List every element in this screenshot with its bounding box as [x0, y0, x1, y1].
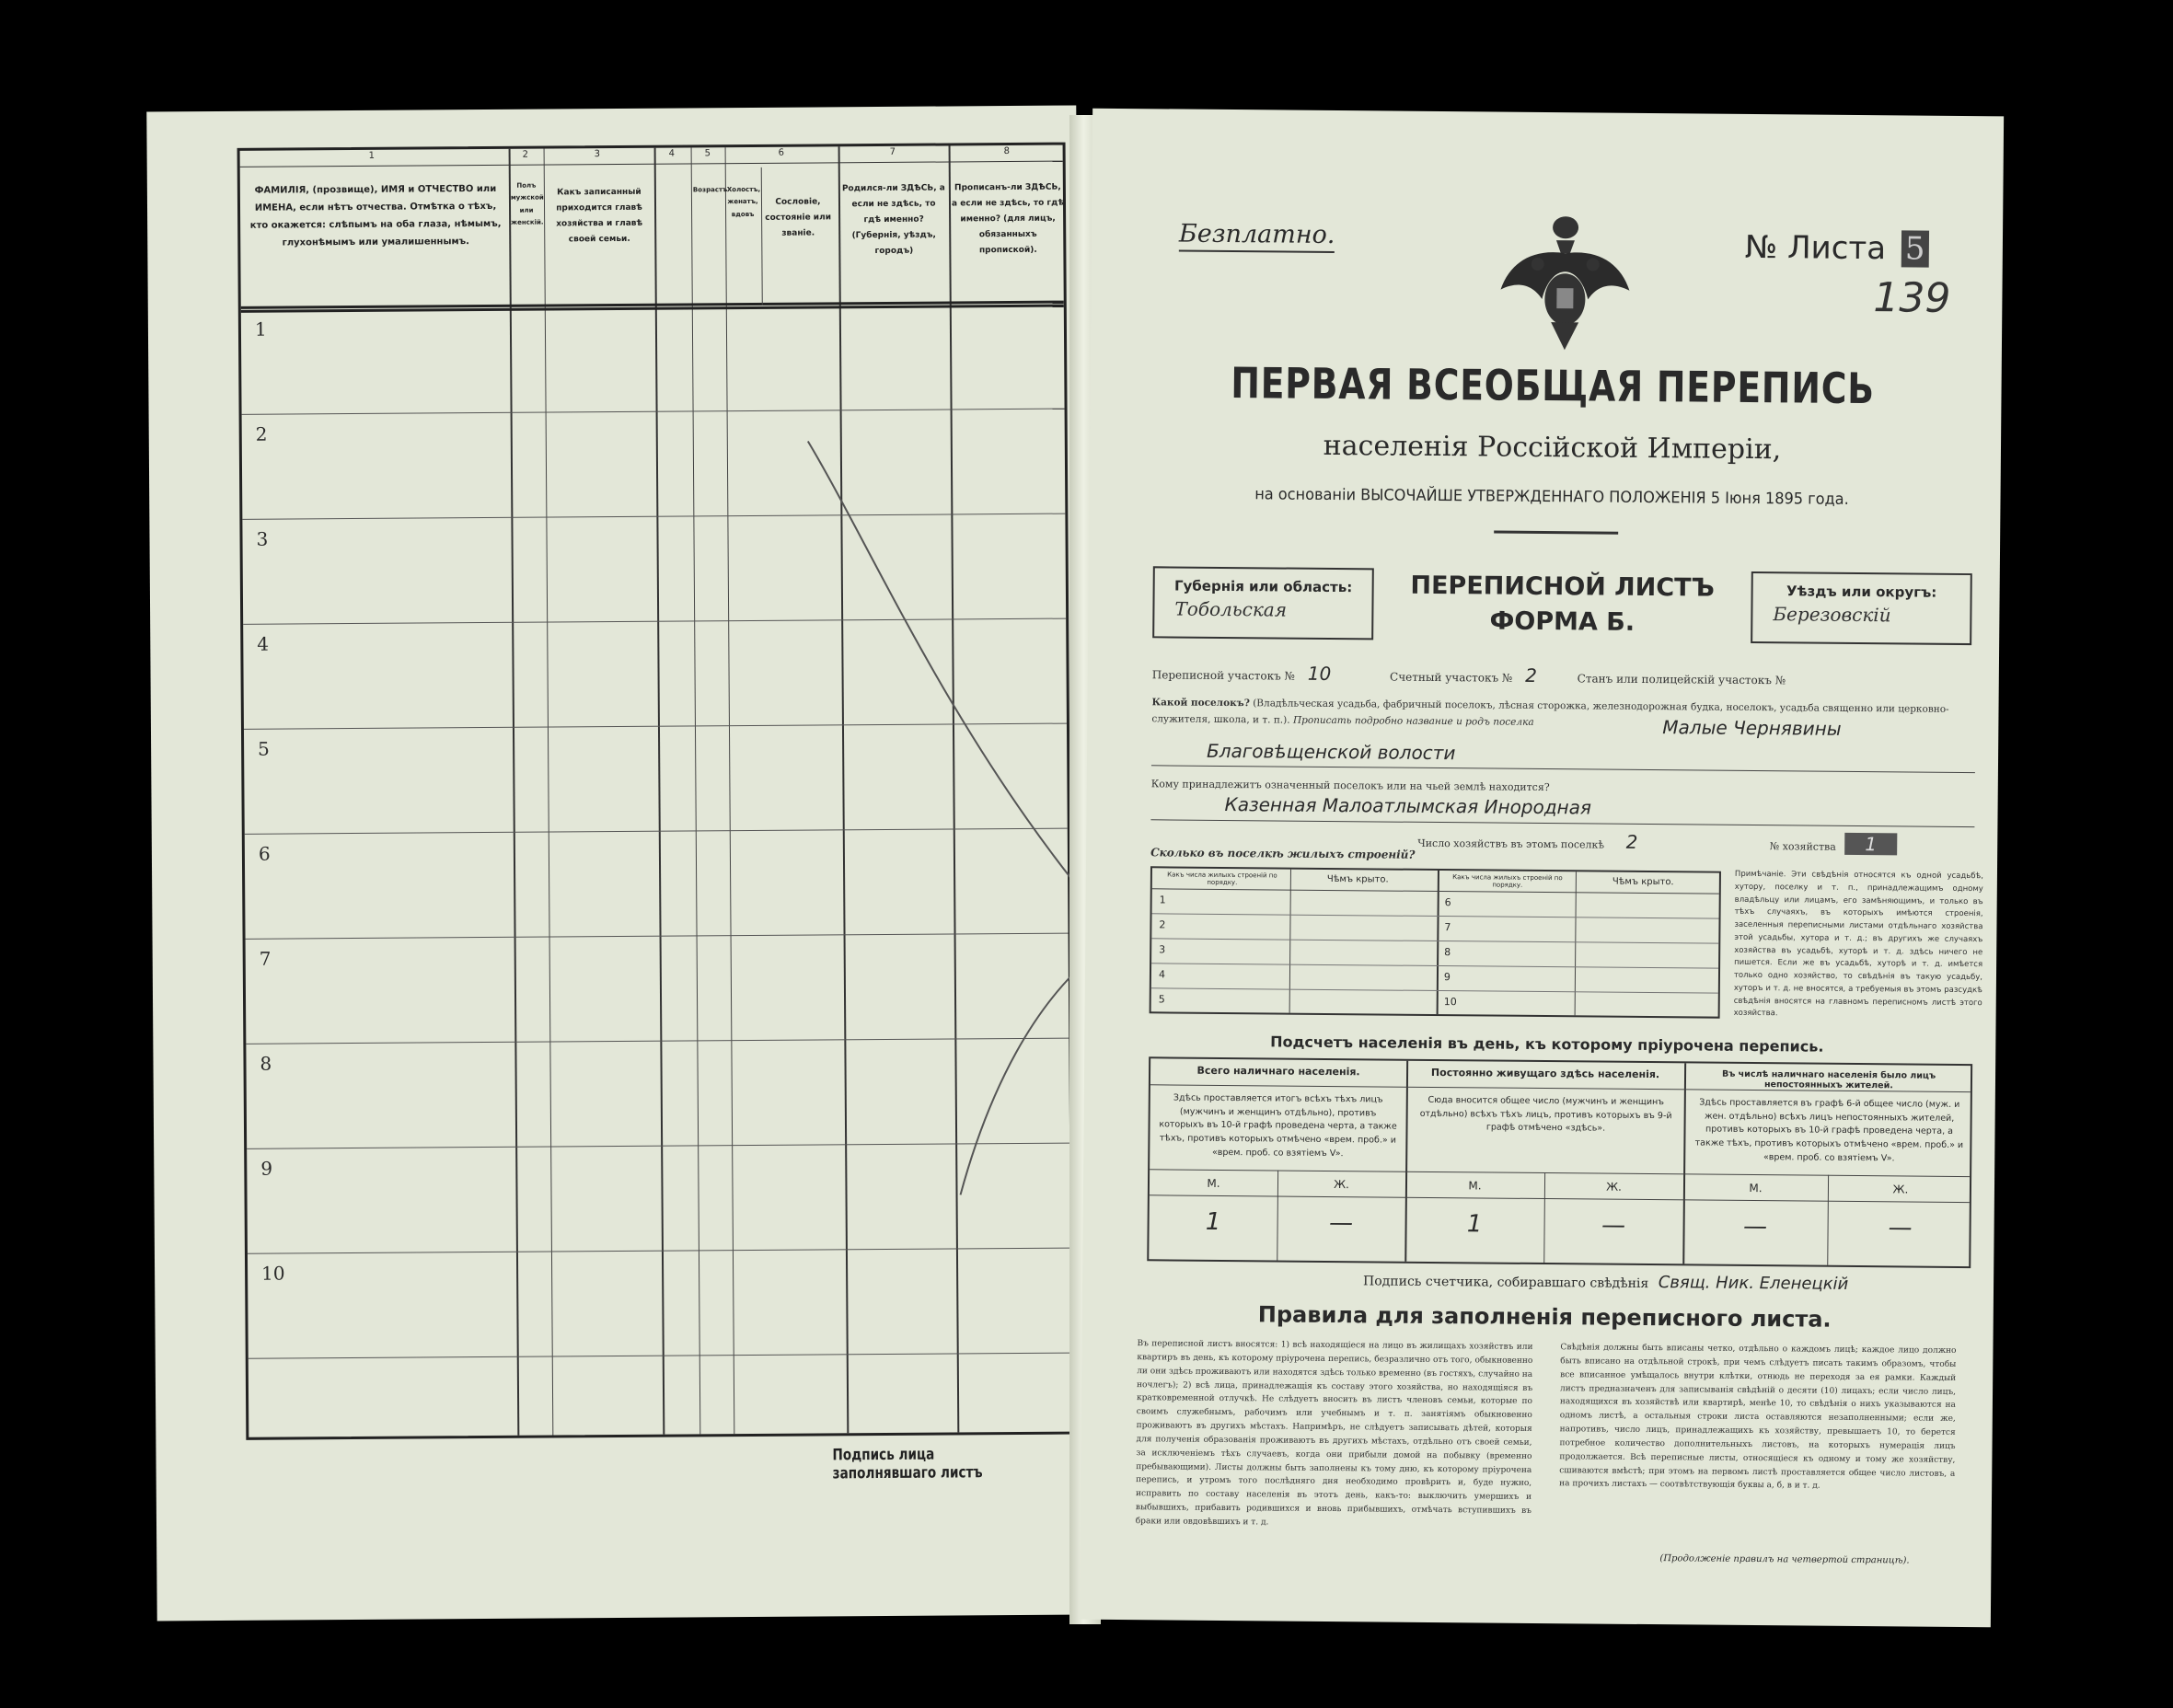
free-label: Безплатно.: [1179, 220, 1335, 253]
rules-column-1: Въ переписной листъ вносятся: 1) всѣ находящіеся на лицо въ жилищахъ хозяйствъ или квартиръ въ день, къ которому пріурочена перепись, безразлично отъ того, обыкновенно ли они здѣсь проживаютъ или находятся здѣсь только временно (въ гостяхъ, случайно на ночлегъ); 2) всѣ лица, принадлежащія къ составу этого хозяйства, но находящіяся въ кратковременной отлучкѣ. Не слѣдуетъ вносить въ листъ членовъ семьи, которые по своимъ служебнымъ, рабочимъ или учебнымъ и т. п. занятіямъ обыкновенно проживаютъ въ другихъ мѣстахъ. Напримѣръ, не слѣдуетъ записывать дѣтей, которыя для полученія образованія проживаютъ въ другихъ мѣстахъ, отдѣльно отъ своей семьи, за исключеніемъ тѣхъ случаевъ, когда они прибыли домой на побывку (временно пребывающими). Листы должны быть заполнены къ тому дню, къ которому пріурочена перепись, и утромъ того послѣдняго дня необходимо провѣрить и, буде нужно, исправить по составу населенія въ этотъ день, какъ-то: выключить умершихъ и выбывшихъ, прибавить родившихся и вновь прибывшихъ, отмѣчать вступившихъ въ браки или овдовѣвшихъ и т. д.: [1135, 1339, 1533, 1528]
count-total-female: —: [1328, 1209, 1354, 1238]
count-female-label: Ж.: [1892, 1183, 1909, 1196]
count-male-label: М.: [1468, 1179, 1482, 1193]
count-head-permanent: Постоянно живущаго здѣсь населенія.: [1430, 1066, 1660, 1081]
population-count-table: [1147, 1056, 1972, 1268]
column-number: 7: [889, 146, 896, 157]
count-female-label: Ж.: [1334, 1178, 1349, 1192]
header-age: Возрастъ: [692, 186, 728, 194]
dwelling-row-number: 3: [1159, 943, 1166, 956]
page-subtitle: населенія Россійской Имперіи,: [1323, 429, 1782, 467]
sheet-number-value: 5: [1901, 230, 1929, 267]
count-desc-total: Здѣсь проставляется итогъ всѣхъ тѣхъ лицъ (мужчинъ и женщинъ отдѣльно), противъ которыхъ въ 10-й графѣ проведена черта, а также тѣхъ, противъ которыхъ отмѣчено «врем. проб.» и «врем. проб. со взятіемъ V».: [1159, 1092, 1397, 1160]
left-signature-label: Подпись лица заполнявшаго листъ: [832, 1445, 983, 1483]
count-total-male: 1: [1205, 1207, 1221, 1236]
census-form: [1116, 150, 1983, 1566]
owner-value: Казенная Малоатлымская Инородная: [1224, 792, 1592, 819]
row-number: 9: [260, 1157, 273, 1180]
count-permanent-female: —: [1601, 1211, 1626, 1240]
dwelling-row-number: 8: [1444, 946, 1451, 959]
dwelling-row-number: 6: [1444, 896, 1451, 909]
rules-column-2: Свѣдѣнія должны быть вписаны четко, отдѣльно о каждомъ лицѣ; каждое лицо должно быть вписано на отдѣльной строкѣ, при чемъ слѣдуетъ писать такимъ образомъ, чтобы все вписанное умѣщалось внутри клѣтки, отнюдь не переходя за ея рамки. Каждый листъ предназначенъ для записыванія свѣдѣній о десяти (10) лицахъ; если число лицъ, находящихся въ хозяйствѣ или квартирѣ, менѣе 10, то свѣдѣнія о нихъ указываются на одномъ листѣ, а остальныя строки листа оставляются незаполненными; если же, напротивъ, число лицъ, принадлежащихъ къ хозяйству, превышаетъ 10, то берется потребное количество дополнительныхъ листовъ, на которыхъ нумерація лицъ продолжается. Всѣ переписные листы, относящіеся къ одному и тому же хозяйству, сшиваются вмѣстѣ; при этомъ на первомъ листѣ проставляется общее число листовъ, а на прочихъ листахъ — соотвѣтствующія буквы а, б, в и т. д.: [1559, 1343, 1957, 1492]
count-female-label: Ж.: [1606, 1180, 1622, 1194]
census-district-field: Переписной участокъ № 10 Счетный участокъ № 2 Станъ или полицейскій участокъ №: [1151, 662, 1786, 687]
header-estate: Сословіе, состояніе или званіе.: [765, 197, 832, 238]
province-box: [1152, 566, 1374, 640]
double-headed-eagle-emblem: [1496, 207, 1635, 355]
header-sex: Полъ мужской или женскій.: [510, 181, 544, 226]
row-number: 6: [258, 842, 271, 865]
count-desc-permanent: Сюда вносится общее число (мужчинъ и женщинъ отдѣльно) всѣхъ тѣхъ лицъ, противъ которыхъ въ 9-й графѣ отмѣчено «здѣсь».: [1419, 1094, 1672, 1135]
rules-title: Правила для заполненія переписного листа.: [1257, 1301, 1832, 1333]
settlement-value-2: Благовѣщенской волости: [1206, 739, 1456, 765]
column-number: 4: [668, 148, 676, 159]
page-title: ПЕРВАЯ ВСЕОБЩАЯ ПЕРЕПИСЬ: [1231, 358, 1876, 414]
count-head-total: Всего наличнаго населенія.: [1196, 1064, 1360, 1079]
row-number: 4: [257, 632, 270, 655]
dwellings-table: [1150, 866, 1721, 1018]
population-count-title: Подсчетъ населенія въ день, къ которому пріурочена перепись.: [1270, 1033, 1824, 1056]
count-male-label: М.: [1749, 1181, 1763, 1195]
handwritten-strike-lines: [240, 145, 1078, 1443]
dwelling-row-number: 2: [1159, 918, 1166, 931]
row-number: 7: [259, 947, 272, 970]
province-label: Губернія или область:: [1173, 577, 1353, 596]
header-relation: Какъ записанный приходится главѣ хозяйства и главѣ своей семьи.: [556, 187, 643, 245]
dwelling-row-number: 4: [1158, 968, 1166, 981]
form-title-line2: ФОРМА Б.: [1489, 606, 1636, 637]
column-number: 1: [368, 150, 376, 161]
households-value: 2: [1625, 830, 1638, 853]
province-value: Тобольская: [1174, 597, 1288, 621]
column-number: 6: [778, 147, 785, 158]
column-number: 3: [594, 149, 601, 160]
header-name: ФАМИЛІЯ, (прозвище), ИМЯ и ОТЧЕСТВО или ИМЕНА, если нѣтъ отчества. Отмѣтка о тѣхъ, кто окажется: слѣпымъ на оба глаза, нѣмымъ, глухонѣмымъ или умалишеннымъ.: [249, 183, 502, 248]
column-number: 8: [1003, 146, 1011, 157]
form-title: [1346, 568, 1779, 641]
census-district-value: 10: [1307, 662, 1332, 685]
dwelling-row-number: 1: [1159, 894, 1166, 906]
count-nonpermanent-male: —: [1742, 1212, 1768, 1241]
enumerator-signature-value: Свящ. Ник. Еленецкій: [1658, 1273, 1849, 1294]
dwelling-row-number: 10: [1443, 996, 1457, 1009]
count-nonpermanent-female: —: [1888, 1214, 1913, 1242]
count-permanent-male: 1: [1466, 1210, 1483, 1239]
count-desc-nonpermanent: Здѣсь проставляется въ графѣ 6-й общее число (муж. и жен. отдѣльно) всѣхъ лицъ непостоянныхъ жителей, противъ которыхъ въ 10-й графѣ проведена черта, а также тѣхъ, противъ которыхъ отмѣчено «врем. проб.» и «врем. проб. со взятіемъ V».: [1694, 1097, 1964, 1164]
left-page: [146, 105, 1086, 1621]
enumerator-signature-label: Подпись счетчика, собиравшаго свѣдѣнія: [1363, 1274, 1649, 1292]
count-head-nonpermanent: Въ числѣ наличнаго населенія было лицъ непостоянныхъ жителей.: [1721, 1068, 1936, 1091]
enumerator-signature: [1363, 1270, 1848, 1294]
row-number: 8: [260, 1052, 272, 1075]
column-number: 5: [704, 148, 711, 159]
dwelling-row-number: 9: [1443, 971, 1451, 984]
settlement-value: Малые Чернявины: [1662, 716, 1842, 740]
header-marital: Холостъ, женатъ, вдовъ: [726, 185, 761, 218]
row-number: 2: [255, 422, 268, 445]
district-label: Уѣздъ или округъ:: [1786, 583, 1937, 601]
households-field: Число хозяйствъ въ этомъ поселкѣ 2 № хозяйства 1: [1417, 829, 1897, 856]
sheet-handwritten-number: 139: [1873, 274, 1951, 322]
dwellings-col2-header-right: Чѣмъ крыто.: [1612, 876, 1674, 888]
dwellings-col1-header: Какъ числа жилыхъ строеній по порядку.: [1167, 871, 1277, 887]
row-number: 10: [261, 1262, 285, 1285]
dwelling-row-number: 7: [1444, 921, 1451, 934]
household-number-value: 1: [1844, 833, 1897, 855]
settlement-field: Какой поселокъ? (Владѣльческая усадьба, фабричный поселокъ, лѣсная сторожка, железнодорожная будка, носелокъ, усадьба священно или церковно-служителя, школа, и т. п.). Прописать подробно название и родъ поселка: [1151, 697, 1949, 728]
counting-district-value: 2: [1525, 664, 1538, 687]
header-registered: Прописанъ-ли ЗДѢСЬ, а если не здѣсь, то гдѣ именно? (для лицъ, обязанныхъ пропиской).: [951, 182, 1065, 256]
row-number: 3: [256, 527, 269, 550]
row-number: 5: [258, 737, 270, 760]
row-number: 1: [254, 317, 267, 340]
dwellings-note: Примѣчаніе. Эти свѣдѣнія относятся къ одной усадьбѣ, хутору, поселку и т. п., принадлежащимъ одному владѣльцу или лицамъ, его замѣняющимъ, и только въ тѣхъ случаяхъ, въ которыхъ имѣются строенія, заселенныя переписными листами отдѣльнаго хозяйства этой усадьбы, хутора и т. д.; въ другихъ же случаяхъ хозяйства въ усадьбѣ, хуторѣ и т. д. здѣсь ничего не пишется. Если же въ усадьбѣ, хуторѣ и т. д. имѣется только одно хозяйство, то свѣдѣнія въ такую усадьбу, хуторъ и т. д. не вносятся, а требуемыя въ этомъ разсудкѣ свѣдѣнія вносятся на главномъ переписномъ листѣ этого хозяйства.: [1733, 869, 1983, 1019]
dwellings-col2-header: Чѣмъ крыто.: [1326, 873, 1389, 885]
district-box: [1751, 571, 1972, 645]
dwellings-col1-header-right: Какъ числа жилыхъ строеній по порядку.: [1452, 873, 1563, 889]
sheet-number-label: № Листа: [1744, 228, 1887, 268]
header-birthplace: Родился-ли ЗДѢСЬ, а если не здѣсь, то гдѣ именно? (Губернія, уѣздъ, городъ): [841, 183, 945, 257]
count-male-label: М.: [1207, 1176, 1220, 1190]
owner-label: Кому принадлежитъ означенный поселокъ или на чьей землѣ находится?: [1150, 778, 1550, 794]
right-page: [1080, 109, 2004, 1628]
title-divider: [1494, 531, 1618, 535]
page-subtitle-legal: на основаніи ВЫСОЧАЙШЕ УТВЕРЖДЕННАГО ПОЛОЖЕНІЯ 5 Іюня 1895 года.: [1254, 485, 1849, 509]
dwellings-label: Сколько въ поселкѣ жилыхъ строеній?: [1150, 846, 1416, 861]
column-number: 2: [522, 149, 529, 160]
household-members-table: [237, 143, 1075, 1440]
dwelling-row-number: 5: [1158, 993, 1165, 1006]
district-value: Березовскій: [1773, 603, 1891, 627]
rules-continued-note: (Продолженіе правилъ на четвертой страницѣ).: [1659, 1553, 1910, 1566]
form-title-line1: ПЕРЕПИСНОЙ ЛИСТЪ: [1410, 571, 1716, 603]
